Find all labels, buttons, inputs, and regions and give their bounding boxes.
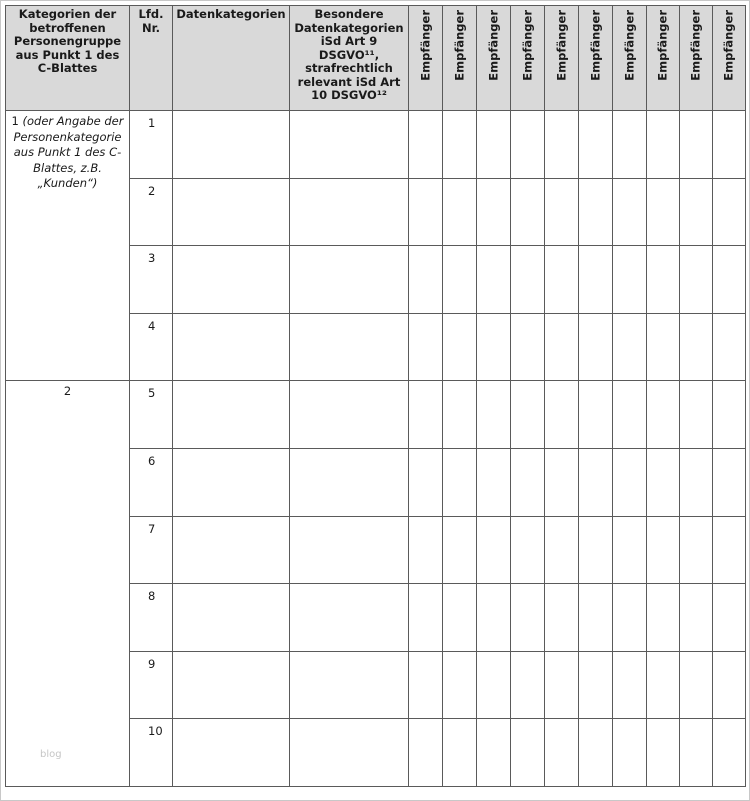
recipient-cell[interactable] [713,111,746,179]
recipient-cell[interactable] [613,246,647,314]
recipient-cell[interactable] [680,516,713,584]
header-recipient-2 [443,6,477,111]
recipient-cell[interactable] [443,313,477,381]
recipient-cell[interactable] [511,516,545,584]
header-recipient-8 [647,6,680,111]
recipient-cell[interactable] [409,246,443,314]
recipient-cell[interactable] [409,651,443,719]
special-category-cell[interactable] [290,111,409,179]
header-recipient-3 [477,6,511,111]
recipient-cell[interactable] [409,719,443,787]
recipient-cell[interactable] [443,448,477,516]
recipient-cell[interactable] [579,651,613,719]
recipient-cell[interactable] [680,584,713,652]
recipient-cell[interactable] [713,381,746,449]
recipient-cell[interactable] [647,719,680,787]
recipient-cell[interactable] [613,516,647,584]
person-group-cell [6,381,130,787]
header-recipient-10 [713,6,746,111]
recipient-cell[interactable] [477,313,511,381]
recipient-cell[interactable] [579,584,613,652]
recipient-cell[interactable] [545,246,579,314]
recipient-cell[interactable] [613,111,647,179]
recipient-cell[interactable] [680,651,713,719]
special-category-cell[interactable] [290,313,409,381]
recipient-cell[interactable] [713,719,746,787]
header-special-categories: Besondere Datenkategorien iSd Art 9 DSGVO¹¹, strafrechtlich relevant iSd Art 10 DSGVO¹² [290,6,409,111]
recipient-cell[interactable] [713,178,746,246]
recipient-cell[interactable] [647,516,680,584]
recipient-cell[interactable] [545,111,579,179]
recipient-cell[interactable] [409,178,443,246]
data-categories-table [5,5,746,787]
row-number: 8 [130,584,173,652]
recipient-label: Empfänger [417,10,432,81]
recipient-cell[interactable] [647,178,680,246]
recipient-cell[interactable] [477,381,511,449]
recipient-cell[interactable] [613,313,647,381]
recipient-label: Empfänger [485,10,500,81]
recipient-cell[interactable] [511,448,545,516]
recipient-cell[interactable] [647,381,680,449]
header-row [6,6,746,111]
special-category-cell[interactable] [290,719,409,787]
recipient-cell[interactable] [477,516,511,584]
data-category-cell[interactable] [173,516,290,584]
recipient-cell[interactable] [511,584,545,652]
recipient-cell[interactable] [647,448,680,516]
recipient-cell[interactable] [647,313,680,381]
person-group-note: (oder Angabe der Personenkategorie aus Punkt 1 des C-Blattes, z.B. „Kunden“) [13,114,124,190]
data-category-cell[interactable] [173,381,290,449]
row-number: 2 [130,178,173,246]
recipient-cell[interactable] [409,516,443,584]
header-category: Kategorien der betroffenen Personengruppe aus Punkt 1 des C-Blattes [6,6,130,111]
recipient-label: Empfänger [587,10,602,81]
header-recipient-4 [511,6,545,111]
recipient-cell[interactable] [579,246,613,314]
recipient-cell[interactable] [680,313,713,381]
recipient-cell[interactable] [409,313,443,381]
recipient-cell[interactable] [409,584,443,652]
table-body [6,111,746,787]
recipient-cell[interactable] [647,111,680,179]
recipient-cell[interactable] [511,719,545,787]
recipient-label: Empfänger [519,10,534,81]
recipient-cell[interactable] [545,516,579,584]
header-recipient-9 [680,6,713,111]
header-recipient-6 [579,6,613,111]
header-nr: Lfd. Nr. [130,6,173,111]
recipient-cell[interactable] [713,516,746,584]
data-category-cell[interactable] [173,448,290,516]
recipient-cell[interactable] [613,584,647,652]
recipient-cell[interactable] [443,111,477,179]
data-category-cell[interactable] [173,111,290,179]
special-category-cell[interactable] [290,178,409,246]
header-data-categories: Datenkategorien [173,6,290,111]
row-number: 7 [130,516,173,584]
recipient-cell[interactable] [579,381,613,449]
recipient-cell[interactable] [613,651,647,719]
recipient-cell[interactable] [545,178,579,246]
recipient-label: Empfänger [721,10,736,81]
recipient-cell[interactable] [647,584,680,652]
recipient-cell[interactable] [477,448,511,516]
data-category-cell[interactable] [173,651,290,719]
recipient-cell[interactable] [477,719,511,787]
recipient-cell[interactable] [579,448,613,516]
recipient-cell[interactable] [511,246,545,314]
person-group-number: 1 [11,114,19,128]
data-category-cell[interactable] [173,584,290,652]
recipient-cell[interactable] [511,313,545,381]
data-category-cell[interactable] [173,178,290,246]
recipient-cell[interactable] [511,111,545,179]
recipient-cell[interactable] [409,111,443,179]
recipient-cell[interactable] [477,651,511,719]
recipient-cell[interactable] [511,651,545,719]
recipient-cell[interactable] [647,246,680,314]
recipient-cell[interactable] [443,516,477,584]
recipient-cell[interactable] [443,651,477,719]
special-category-cell[interactable] [290,246,409,314]
recipient-cell[interactable] [443,719,477,787]
recipient-cell[interactable] [477,584,511,652]
recipient-cell[interactable] [713,246,746,314]
row-number: 10 [130,719,173,787]
row-number: 1 [130,111,173,179]
recipient-cell[interactable] [713,313,746,381]
recipient-cell[interactable] [680,178,713,246]
data-category-cell[interactable] [173,719,290,787]
recipient-cell[interactable] [579,313,613,381]
recipient-cell[interactable] [443,246,477,314]
row-number: 6 [130,448,173,516]
row-number: 5 [130,381,173,449]
recipient-cell[interactable] [545,719,579,787]
data-category-cell[interactable] [173,246,290,314]
recipient-label: Empfänger [655,10,670,81]
table-row [6,111,746,179]
special-category-cell[interactable] [290,381,409,449]
row-number: 9 [130,651,173,719]
row-number: 3 [130,246,173,314]
recipient-cell[interactable] [477,178,511,246]
table-row [6,381,746,449]
recipient-cell[interactable] [545,313,579,381]
recipient-cell[interactable] [443,584,477,652]
recipient-cell[interactable] [579,111,613,179]
special-category-cell[interactable] [290,651,409,719]
recipient-cell[interactable] [647,651,680,719]
recipient-cell[interactable] [579,178,613,246]
recipient-label: Empfänger [688,10,703,81]
recipient-cell[interactable] [713,448,746,516]
person-group-number: 2 [63,384,72,399]
recipient-cell[interactable] [613,448,647,516]
recipient-cell[interactable] [613,719,647,787]
recipient-cell[interactable] [409,448,443,516]
recipient-cell[interactable] [545,381,579,449]
recipient-cell[interactable] [680,381,713,449]
header-recipient-5 [545,6,579,111]
recipient-label: Empfänger [621,10,636,81]
recipient-cell[interactable] [680,111,713,179]
person-group-cell [6,111,130,381]
recipient-label: Empfänger [451,10,466,81]
recipient-cell[interactable] [443,178,477,246]
recipient-cell[interactable] [680,719,713,787]
recipient-cell[interactable] [477,111,511,179]
special-category-cell[interactable] [290,516,409,584]
recipient-cell[interactable] [545,584,579,652]
recipient-cell[interactable] [511,381,545,449]
recipient-cell[interactable] [713,584,746,652]
recipient-cell[interactable] [579,516,613,584]
recipient-cell[interactable] [545,651,579,719]
data-category-cell[interactable] [173,313,290,381]
special-category-cell[interactable] [290,584,409,652]
recipient-cell[interactable] [613,178,647,246]
recipient-label: Empfänger [553,10,568,81]
header-recipient-7 [613,6,647,111]
recipient-cell[interactable] [511,178,545,246]
recipient-cell[interactable] [579,719,613,787]
recipient-cell[interactable] [545,448,579,516]
recipient-cell[interactable] [477,246,511,314]
watermark-text: blog [40,749,62,760]
row-number: 4 [130,313,173,381]
special-category-cell[interactable] [290,448,409,516]
recipient-cell[interactable] [443,381,477,449]
header-recipient-1 [409,6,443,111]
recipient-cell[interactable] [409,381,443,449]
recipient-cell[interactable] [613,381,647,449]
recipient-cell[interactable] [680,246,713,314]
recipient-cell[interactable] [713,651,746,719]
recipient-cell[interactable] [680,448,713,516]
